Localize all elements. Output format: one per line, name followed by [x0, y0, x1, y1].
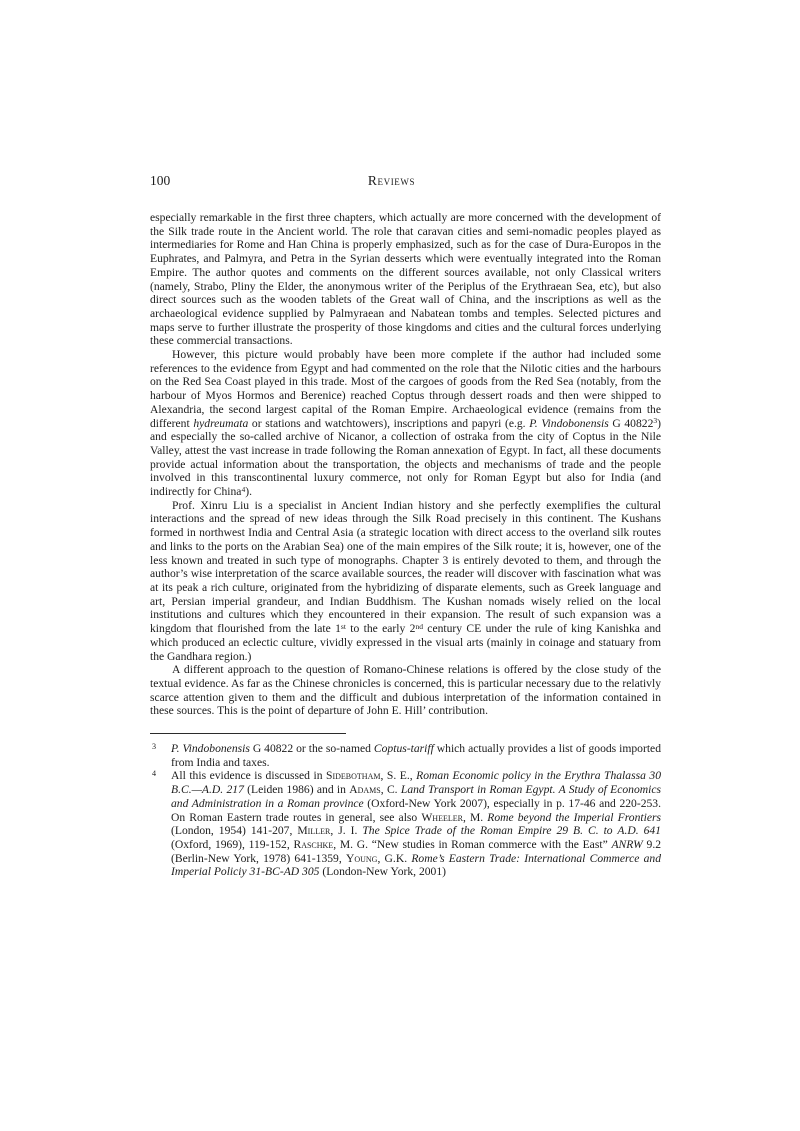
text-run: , G.K.: [377, 851, 412, 865]
text-run: century CE under the rule of king Kanishka and which produced an eclectic culture, vividly expressed in the visual arts (mainly in coinage and statuary from the Gandhara region.): [150, 622, 661, 663]
text-run: , M.: [462, 810, 488, 824]
page-content: [150, 173, 661, 879]
text-run: Land Transport in Roman Egypt. A Study of Economics and Administration in a Roman province: [171, 783, 662, 810]
text-run: G 40822 or the so-named: [249, 742, 374, 756]
text-run: Sidebotham: [326, 769, 381, 783]
footnote-separator-rule: [150, 733, 346, 734]
text-run: Miller: [297, 824, 331, 838]
text-run: ) and especially the so-called archive of Nicanor, a collection of ostraka from the city of Coptus in the Nile Valley, attest the vast increase in trade following the Roman annexation of Egypt. In fact, all these documents provide actual information about the transportation, the objects and mechanisms of trade and the people involved in this transcontinental luxury commerce, not only for Roman Egypt but also for India (and indirectly for China: [150, 416, 662, 499]
paragraph: [150, 499, 661, 663]
text-run: hydreumata: [193, 416, 249, 430]
text-run: Rome’s Eastern Trade: International Commerce and Imperial Policiy 31-BC-AD 305: [171, 851, 661, 879]
text-run: Young: [345, 851, 378, 865]
text-run: (London, 1954) 141-207,: [171, 824, 298, 838]
text-run: , J. I.: [330, 824, 363, 838]
text-run: ).: [245, 485, 252, 499]
text-run: (London-New York, 2001): [319, 865, 446, 879]
text-run: 3: [653, 416, 658, 426]
text-run: However, this picture would probably have been more complete if the author had included some references to the evidence from Egypt and had commented on the role that the Nilotic cities and the harbours on the Red Sea Coast played in this trade. Most of the cargoes of goods from the Red Sea (notably, from the harbour of Myos Hormos and Berenice) reached Coptus through dessert roads and then were shipped to Alexandria, the second largest capital of the Roman Empire. Archaeological evidence (remains from the different: [150, 348, 661, 430]
text-run: (Oxford, 1969), 119-152,: [171, 837, 294, 851]
text-run: A different approach to the question of Romano-Chinese relations is offered by the close study of the textual evidence. As far as the Chinese chronicles is concerned, this is particular necessary due to the relativly scarce attention given to them and the difficult and dubious interpretation of the information contained in these sources. This is the point of departure of John E. Hill’ contribution.: [150, 663, 661, 718]
page-number: 100: [150, 173, 171, 188]
footnote-marker: 4: [152, 769, 157, 779]
text-run: P. Vindobonensis: [529, 416, 609, 430]
review-body-text: [150, 211, 661, 718]
text-run: Raschke: [293, 837, 334, 851]
text-run: ANRW: [611, 837, 643, 851]
text-run: 9.2 (Berlin-New York, 1978) 641-1359,: [171, 837, 662, 865]
text-run: (Leiden 1986) and in: [243, 783, 350, 797]
text-run: The Spice Trade of the Roman Empire 29 B. C. to A.D. 641: [362, 824, 661, 838]
text-run: 4: [241, 484, 246, 494]
text-run: All this evidence is discussed in: [171, 769, 327, 783]
text-run: or stations and watchtowers), inscriptions and papyri (e.g.: [248, 416, 530, 430]
text-run: (Oxford-New York 2007), especially in p. 17-46 and 220-253. On Roman Eastern trade routes in general, see also: [171, 796, 661, 824]
text-run: Coptus-tariff: [373, 742, 434, 756]
section-title: Reviews: [367, 173, 416, 188]
paragraph: [150, 663, 661, 718]
footnotes: [150, 742, 661, 879]
text-run: , M. G. “New studies in Roman commerce with the East”: [333, 837, 612, 851]
text-run: , S. E.,: [380, 769, 417, 783]
text-run: Wheeler: [421, 810, 463, 824]
text-run: G 40822: [608, 416, 654, 430]
text-run: Prof. Xinru Liu is a specialist in Ancient Indian history and she perfectly exemplifies the cultural interactions and the spread of new ideas through the Silk Road precisely in this continent. The Kushans formed in northwest India and Central Asia (a strategic location with direct access to the overland silk routes and links to the ports on the Arabian Sea) one of the main empires of the Silk route; it is, however, one of the less known and treated in such type of monographs. Chapter 3 is entirely devoted to them, and through the author’s wise interpretation of the scarce available sources, the reader will discover with fascination what was at its peak a rich culture, originated from the hybridizing of disparate elements, such as Greek language and art, Persian imperial grandeur, and Indian Buddhism. The Kushan nomads wisely relied on the local institutions and cultures which they encountered in their expansion. The result of such expansion was a kingdom that flourished from the late 1: [150, 498, 661, 636]
paragraph: [150, 348, 661, 499]
text-run: P. Vindobonensis: [171, 742, 250, 756]
footnote-marker: 3: [152, 742, 157, 752]
text-run: especially remarkable in the first three chapters, which actually are more concerned with the development of the Silk trade route in the Ancient world. The role that caravan cities and semi-nomadic peoples played as intermediaries for Rome and Han China is properly emphasized, such as for the case of Dura-Europos in the Euphrates, and Palmyra, and Petra in the Syrian desserts which were eventually integrated into the Roman Empire. The author quotes and comments on the different sources available, not only Classical writers (namely, Strabo, Pliny the Elder, the anonymous writer of the Periplus of the Erythraean Sea, etc), but also direct sources such as the wooden tablets of the Great wall of China, and the inscriptions as well as the archaeological evidence supplied by Palmyraean and Nabatean tombs and temples. Selected pictures and maps serve to further illustrate the prosperity of those kingdoms and cities and the cultural forces underlying these commercial transactions.: [150, 211, 661, 348]
footnote: [150, 769, 661, 879]
text-run: Rome beyond the Imperial Frontiers: [487, 810, 661, 824]
paragraph: [150, 211, 661, 348]
text-run: which actually provides a list of goods imported from India and taxes.: [171, 742, 661, 769]
text-run: Adams: [349, 783, 381, 797]
text-run: Roman Economic policy in the Erythra Thalassa 30 B.C.—A.D. 217: [171, 769, 661, 797]
text-run: , C.: [380, 783, 401, 797]
text-run: nd: [415, 621, 423, 631]
text-run: to the early 2: [345, 622, 416, 636]
footnote: [150, 742, 661, 769]
running-head: [150, 173, 661, 188]
text-run: st: [340, 621, 346, 631]
